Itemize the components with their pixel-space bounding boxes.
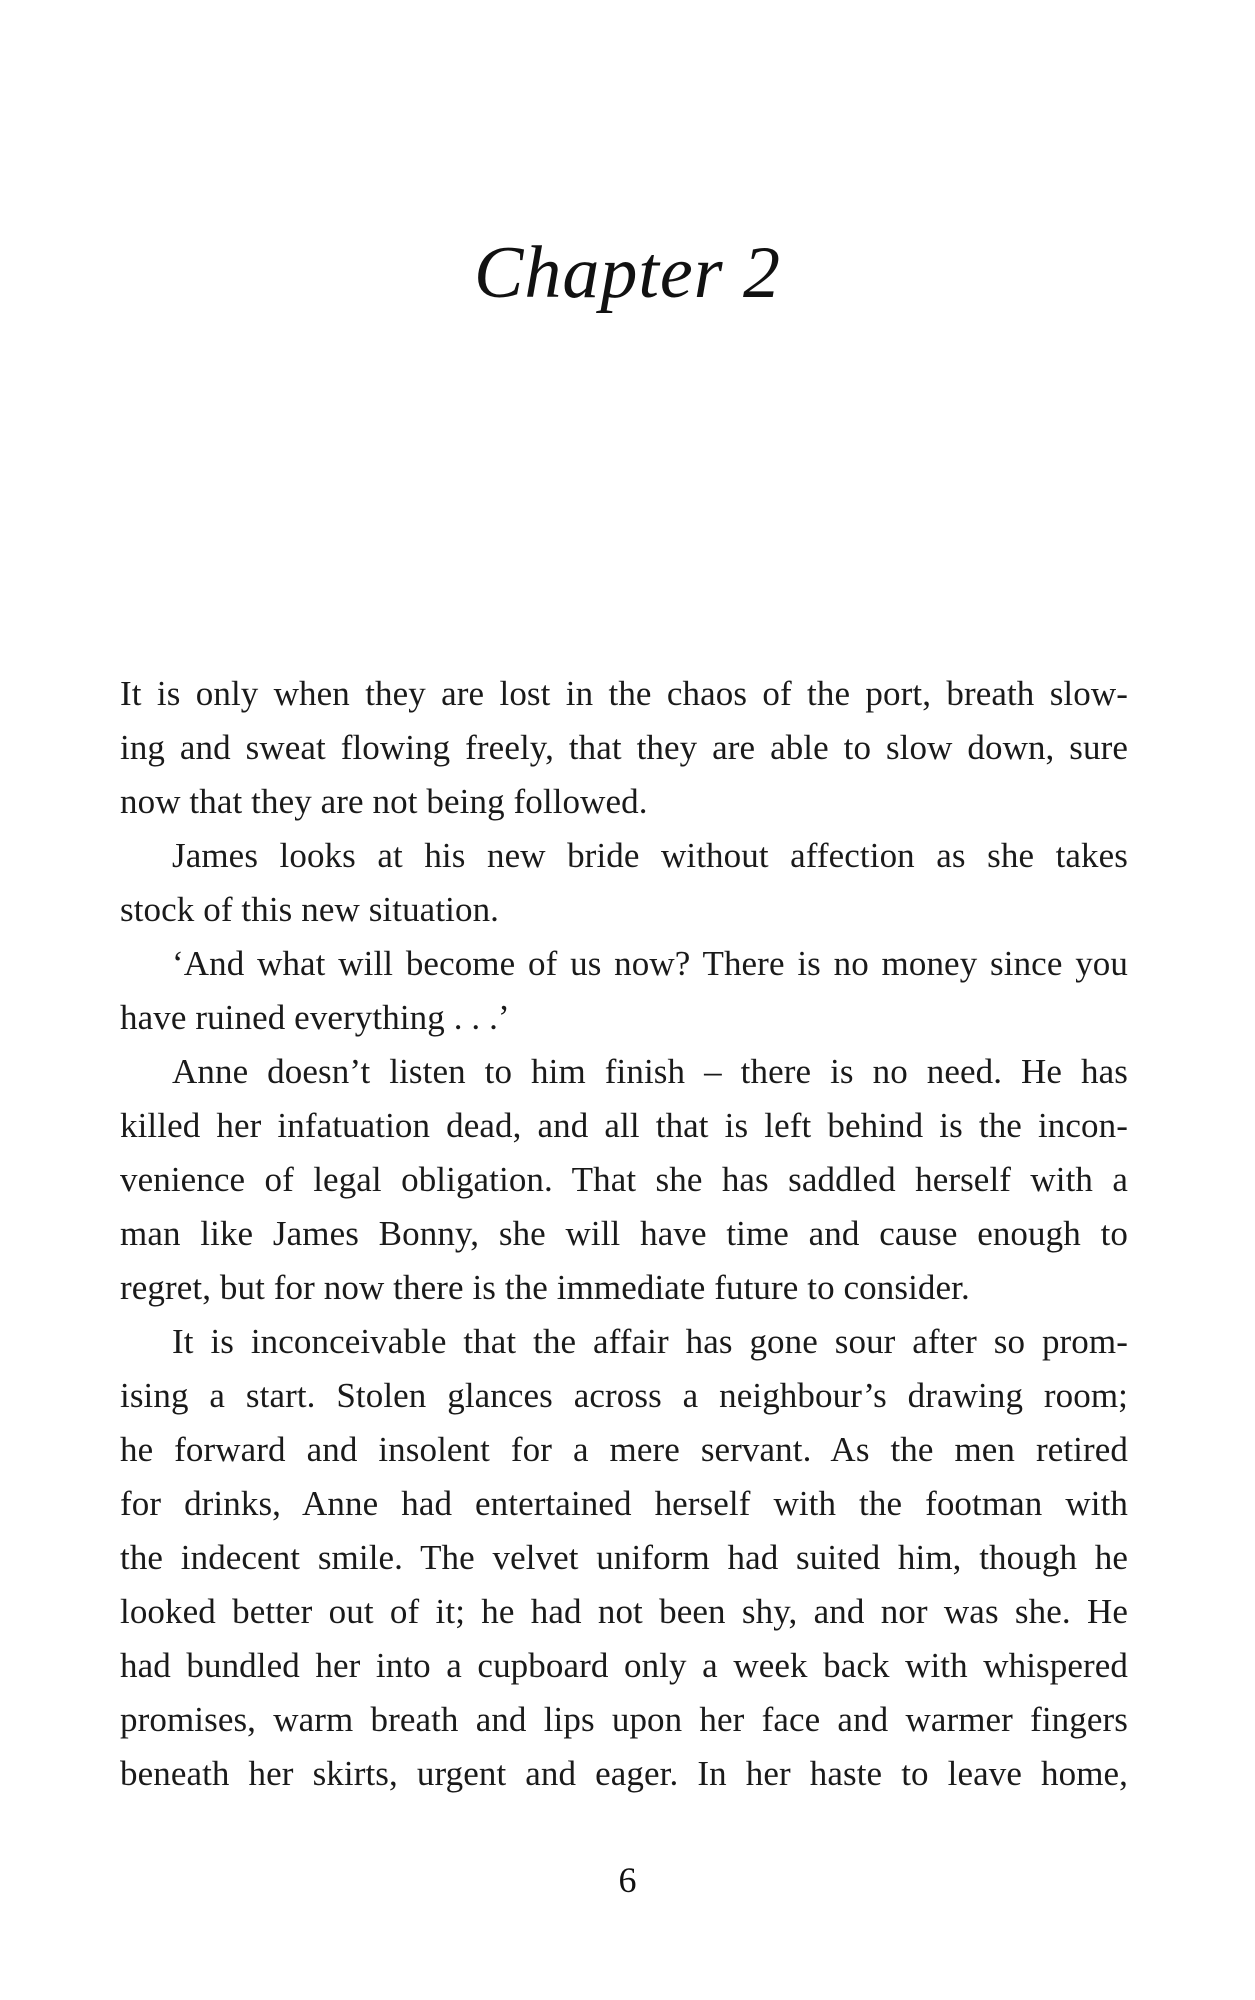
text-line: killed her infatuation dead, and all that is left behind is the incon- bbox=[120, 1106, 1128, 1145]
text-line: he forward and insolent for a mere servant. As the men retired bbox=[120, 1430, 1128, 1469]
text-line: man like James Bonny, she will have time and cause enough to bbox=[120, 1214, 1128, 1253]
text-line: Anne doesn’t listen to him finish – there is no need. He has bbox=[172, 1052, 1128, 1091]
page-number: 6 bbox=[618, 1860, 637, 1900]
text-line: looked better out of it; he had not been shy, and nor was she. He bbox=[120, 1592, 1128, 1631]
text-line: venience of legal obligation. That she has saddled herself with a bbox=[120, 1160, 1128, 1199]
chapter-title: Chapter 2 bbox=[473, 232, 782, 314]
text-line: the indecent smile. The velvet uniform had suited him, though he bbox=[120, 1538, 1128, 1577]
text-line: stock of this new situation. bbox=[120, 890, 500, 929]
text-line: now that they are not being followed. bbox=[120, 782, 648, 821]
body-text bbox=[120, 667, 1128, 1801]
text-line: James looks at his new bride without affection as she takes bbox=[172, 836, 1128, 875]
text-line: had bundled her into a cupboard only a week back with whispered bbox=[120, 1646, 1128, 1685]
text-line: promises, warm breath and lips upon her face and warmer fingers bbox=[120, 1700, 1128, 1739]
text-line: beneath her skirts, urgent and eager. In her haste to leave home, bbox=[120, 1754, 1128, 1793]
text-line: It is only when they are lost in the chaos of the port, breath slow- bbox=[120, 674, 1128, 713]
text-line: ising a start. Stolen glances across a neighbour’s drawing room; bbox=[120, 1376, 1128, 1415]
text-line: have ruined everything . . .’ bbox=[120, 998, 510, 1037]
text-line: ‘And what will become of us now? There is no money since you bbox=[172, 944, 1128, 983]
text-line: regret, but for now there is the immediate future to consider. bbox=[120, 1268, 970, 1307]
text-line: for drinks, Anne had entertained herself with the footman with bbox=[120, 1484, 1128, 1523]
text-line: It is inconceivable that the affair has gone sour after so prom- bbox=[172, 1322, 1128, 1361]
text-line: ing and sweat flowing freely, that they are able to slow down, sure bbox=[120, 728, 1128, 767]
